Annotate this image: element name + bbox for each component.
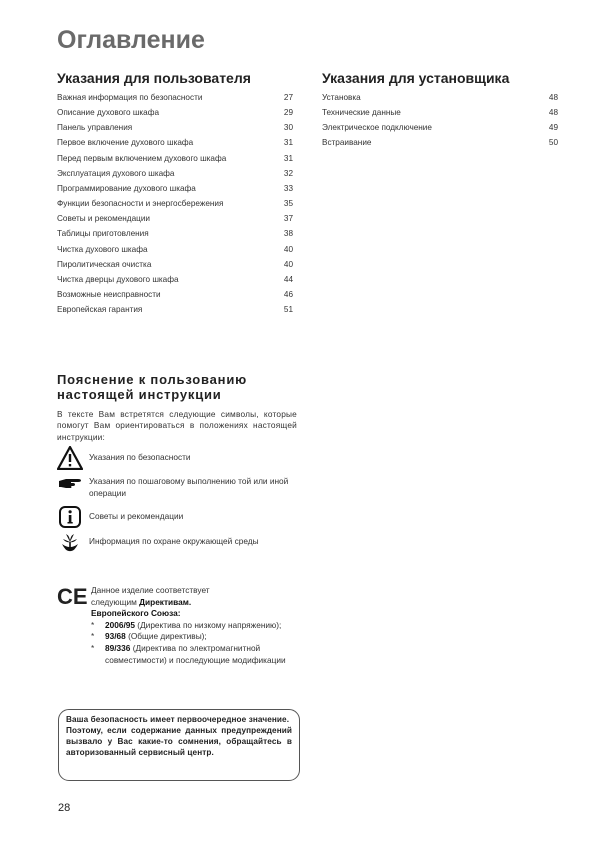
toc-entry-label: Первое включение духового шкафа [57, 138, 194, 148]
page-title: Оглавление [57, 26, 205, 54]
symbol-text-environment: Информация по охране окружающей среды [89, 536, 259, 546]
toc-entry [322, 105, 558, 120]
toc-entry-page: 38 [283, 229, 293, 239]
directive-star: * [91, 631, 95, 642]
page-number: 28 [58, 802, 71, 814]
ce-line3 [91, 608, 297, 620]
ce-mark: CE [57, 584, 88, 609]
toc-entry-page: 33 [283, 183, 293, 193]
user-toc [57, 70, 293, 317]
toc-entry-label: Описание духового шкафа [57, 108, 159, 118]
toc-entry-label: Встраивание [322, 138, 372, 148]
toc-entry-page: 40 [283, 259, 293, 269]
toc-entry-label: Программирование духового шкафа [57, 183, 196, 193]
ce-line2-prefix: следующим [91, 596, 140, 607]
toc-entry-page: 35 [283, 199, 293, 209]
symbol-text-safety: Указания по безопасности [89, 452, 191, 462]
installer-toc [322, 70, 558, 151]
toc-entry-page: 48 [548, 108, 558, 118]
toc-entry [322, 90, 558, 105]
warning-triangle-icon [57, 446, 83, 470]
ce-line2 [91, 597, 297, 609]
directive-item [91, 631, 297, 643]
toc-entry-label: Чистка духового шкафа [57, 244, 148, 254]
symbol-row-environment [57, 532, 297, 552]
toc-entry [57, 166, 293, 181]
toc-entry [57, 257, 293, 272]
directive-star: * [91, 619, 95, 630]
toc-entry [57, 105, 293, 120]
notice-line2: Поэтому, если содержание данных предупреждений вызвало у Вас какие-то сомнения, обращайтесь в авторизованный сервисный центр. [66, 726, 292, 757]
toc-entry-page: 51 [283, 305, 293, 315]
toc-entry-page: 37 [283, 214, 293, 224]
directive-star: * [91, 642, 95, 653]
legend-title [57, 372, 297, 402]
symbol-row-safety [57, 446, 297, 470]
toc-entry-page: 46 [283, 290, 293, 300]
toc-entry-page: 31 [283, 153, 293, 163]
ce-text [91, 585, 297, 666]
installer-toc-list [322, 90, 558, 151]
toc-entry [57, 151, 293, 166]
symbol-text-tips: Советы и рекомендации [89, 511, 184, 521]
toc-entry-label: Чистка дверцы духового шкафа [57, 274, 179, 284]
symbol-row-tips [57, 506, 297, 528]
toc-entry-page: 27 [283, 93, 293, 102]
pointing-hand-icon [57, 476, 83, 490]
toc-entry-label: Пиролитическая очистка [57, 259, 152, 269]
user-section-title: Указания для пользователя [57, 70, 251, 86]
toc-entry [322, 135, 558, 150]
toc-entry-page: 40 [283, 244, 293, 254]
directive-desc: (Общие директивы); [125, 631, 207, 642]
toc-entry [57, 120, 293, 135]
legend-section [57, 372, 297, 443]
directive-code: 89/336 [105, 642, 131, 653]
toc-entry [57, 90, 293, 105]
ce-line3-bold: Европейского Союза: [91, 608, 181, 619]
toc-entry [57, 211, 293, 226]
directive-code: 93/68 [105, 631, 126, 642]
toc-entry-label: Таблицы приготовления [57, 229, 149, 239]
toc-entry-label: Эксплуатация духового шкафа [57, 168, 175, 178]
toc-entry [322, 120, 558, 135]
toc-entry-label: Панель управления [57, 123, 133, 133]
toc-entry [57, 302, 293, 317]
toc-entry-label: Функции безопасности и энергосбережения [57, 199, 224, 209]
toc-entry [57, 181, 293, 196]
ce-line2-bold: Директивам. [139, 596, 192, 607]
directive-code: 2006/95 [105, 619, 135, 630]
toc-entry-label: Электрическое подключение [322, 123, 432, 133]
directive-text [105, 631, 207, 643]
legend-title-line1: Пояснение к пользованию [57, 372, 248, 387]
ce-compliance [57, 585, 297, 666]
toc-entry-label: Установка [322, 93, 361, 102]
toc-entry-page: 44 [283, 274, 293, 284]
info-icon [57, 506, 83, 528]
toc-entry [57, 242, 293, 257]
environment-flower-icon [57, 532, 83, 552]
legend-intro: В тексте Вам встретятся следующие символы, которые помогут Вам ориентироваться в положениях настоящей инструкции: [57, 409, 297, 442]
toc-entry-label: Европейская гарантия [57, 305, 143, 315]
toc-entry-label: Перед первым включением духового шкафа [57, 153, 227, 163]
toc-entry-label: Важная информация по безопасности [57, 93, 203, 102]
directive-text [105, 620, 281, 632]
directive-item [91, 643, 297, 666]
installer-section-title: Указания для установщика [322, 70, 510, 86]
toc-entry-page: 31 [283, 138, 293, 148]
directive-desc: (Директива по низкому напряжению); [135, 619, 282, 630]
toc-entry-label: Советы и рекомендации [57, 214, 150, 224]
toc-entry [57, 226, 293, 241]
toc-entry-page: 32 [283, 168, 293, 178]
toc-entry-page: 48 [548, 93, 558, 102]
toc-entry [57, 135, 293, 150]
toc-entry [57, 287, 293, 302]
directive-text [105, 643, 297, 666]
legend-title-line2: настоящей инструкции [57, 387, 222, 402]
notice-line1: Ваша безопасность имеет первоочередное значение. [66, 715, 290, 724]
safety-notice-box [58, 709, 300, 781]
directive-item [91, 620, 297, 632]
toc-entry-label: Возможные неисправности [57, 290, 161, 300]
toc-entry-page: 30 [283, 123, 293, 133]
symbol-row-steps [57, 476, 297, 499]
toc-entry-label: Технические данные [322, 108, 401, 118]
toc-entry-page: 29 [283, 108, 293, 118]
ce-line1: Данное изделие соответствует [91, 585, 210, 595]
toc-entry [57, 196, 293, 211]
toc-entry-page: 49 [548, 123, 558, 133]
user-toc-list [57, 90, 293, 317]
directive-desc: (Директива по электромагнитной совместимости) и последующие модификации [105, 642, 286, 665]
toc-entry [57, 272, 293, 287]
symbol-text-steps: Указания по пошаговому выполнению той или иной операции [89, 476, 289, 498]
toc-entry-page: 50 [548, 138, 558, 148]
